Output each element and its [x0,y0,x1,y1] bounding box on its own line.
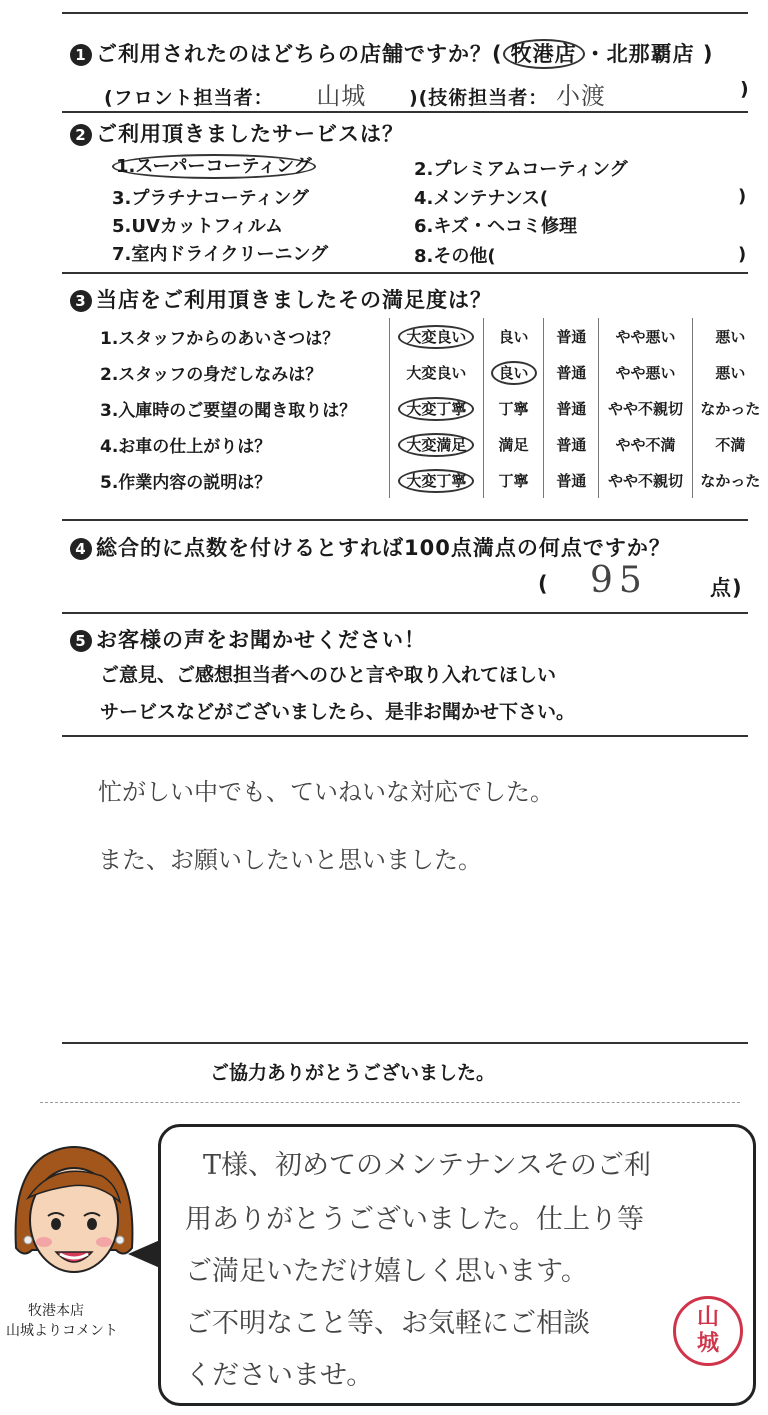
satisfaction-row [100,462,768,498]
q1-store-other: ・北那覇店 ) [584,42,714,66]
q2-text: ご利用頂きましたサービスは？ [96,122,404,146]
satisfaction-option [483,318,544,354]
q4-number: 4 [70,538,92,560]
bubble-tail [128,1240,160,1268]
satisfaction-row [100,426,768,462]
satisfaction-option [483,462,544,498]
service-6: 6.キズ・ヘコミ修理 [414,216,578,237]
option-label: 大変良い [406,363,467,382]
option-label: 丁寧 [498,399,529,418]
option-label: やや不親切 [608,471,684,490]
staff-avatar [4,1138,144,1288]
selected-option: 大変丁寧 [398,469,474,493]
rule-3 [62,272,748,274]
satisfaction-table [100,318,768,498]
option-label: やや不親切 [608,399,684,418]
service-2: 2.プレミアムコーティング [414,159,628,180]
service-1 [112,152,316,178]
q5-number: 5 [70,630,92,652]
option-label: やや悪い [615,363,676,382]
satisfaction-option [544,390,599,426]
store-label: 牧港本店 [28,1303,84,1319]
stamp-char-1: 山 [696,1305,719,1330]
comment-from-label: 山城よりコメント [6,1323,118,1339]
satisfaction-option [599,390,692,426]
satisfaction-option [389,318,483,354]
satisfaction-option [483,354,544,390]
satisfaction-option [389,390,483,426]
reply-line-3: ご満足いただけ嬉しく思います。 [185,1256,588,1287]
q2-question [70,118,404,148]
option-label: 普通 [556,327,587,346]
avatar-illustration [4,1138,144,1288]
reply-line-2: 用ありがとうございました。仕上り等 [185,1204,644,1235]
rule-2 [62,111,748,113]
q4-text: 総合的に点数を付けるとすれば100点満点の何点ですか？ [96,536,671,560]
name-stamp [673,1296,743,1366]
satisfaction-option [692,462,768,498]
rule-5 [62,612,748,614]
option-label: 悪い [715,363,746,382]
satisfaction-option [483,426,544,462]
q1-close: ) [740,78,750,100]
front-staff-label: (フロント担当者： [104,87,274,109]
answer-line-1: 忙がしい中でも、ていねいな対応でした。 [98,778,554,806]
q5-text: お客様の声をお聞かせください！ [96,628,426,652]
satisfaction-question: 1.スタッフからのあいさつは？ [100,328,340,349]
dashed-divider [40,1102,740,1103]
service-4-close: ) [738,186,747,207]
satisfaction-option [599,354,692,390]
satisfaction-option [544,462,599,498]
q1-text: ご利用されたのはどちらの店舗ですか？( [96,42,503,66]
service-4: 4.メンテナンス( [414,188,549,209]
q1-number: 1 [70,44,92,66]
satisfaction-question: 2.スタッフの身だしなみは？ [100,364,323,385]
rule-4 [62,519,748,521]
q1-store-selected: 牧港店 [503,39,585,69]
service-8: 8.その他( [414,246,496,267]
service-5: 5.UVカットフィルム [112,216,284,237]
stamp-char-2: 城 [696,1331,719,1356]
service-3: 3.プラチナコーティング [112,188,309,209]
option-label: やや悪い [615,327,676,346]
satisfaction-option [692,426,768,462]
reply-line-1: T様、初めてのメンテナンスそのご利 [203,1150,651,1181]
satisfaction-option [389,426,483,462]
option-label: やや不満 [615,435,676,454]
q3-text: 当店をご利用頂きましたその満足度は？ [96,288,492,312]
reply-bubble [158,1124,756,1406]
tech-staff-label: )(技術担当者： [408,87,549,109]
q4-question [70,532,671,562]
rule-6 [62,735,748,737]
reply-line-4: ご不明なこと等、お気軽にご相談 [185,1308,590,1339]
option-label: 普通 [556,471,587,490]
thanks-text: ご協力ありがとうございました。 [210,1062,496,1084]
service-8-close: ) [738,244,747,265]
satisfaction-row [100,354,768,390]
option-label: 不満 [715,435,746,454]
satisfaction-option [599,318,692,354]
satisfaction-question: 4.お車の仕上がりは？ [100,436,272,457]
option-label: 悪い [715,327,746,346]
score-value: 95 [590,560,648,601]
satisfaction-option [599,426,692,462]
service-1-label: 1.スーパーコーティング [112,154,316,179]
option-label: なかった [700,471,761,490]
option-label: 普通 [556,435,587,454]
q1-staff-line [104,76,636,111]
satisfaction-question: 5.作業内容の説明は？ [100,472,272,493]
q5-line3: サービスなどがございましたら、是非お聞かせ下さい。 [100,701,576,723]
q3-number: 3 [70,290,92,312]
answer-line-2: また、お願いしたいと思いました。 [98,846,482,874]
reply-line-5: くださいませ。 [185,1360,374,1391]
option-label: 普通 [556,363,587,382]
q5-question [70,624,426,654]
q5-line2: ご意見、ご感想担当者へのひと言や取り入れてほしい [100,664,557,686]
satisfaction-option [544,318,599,354]
q1-question [70,38,714,68]
option-label: 丁寧 [498,471,529,490]
q3-question [70,284,492,314]
option-label: 良い [498,327,529,346]
satisfaction-option [544,354,599,390]
q2-number: 2 [70,124,92,146]
satisfaction-option [389,462,483,498]
top-rule [62,12,748,14]
satisfaction-option [389,354,483,390]
score-open: ( [538,572,549,596]
option-label: 普通 [556,399,587,418]
satisfaction-option [483,390,544,426]
service-7: 7.室内ドライクリーニング [112,244,329,265]
satisfaction-option [692,354,768,390]
satisfaction-option [544,426,599,462]
satisfaction-row [100,318,768,354]
option-label: なかった [700,399,761,418]
satisfaction-option [692,318,768,354]
tech-staff-value: 小渡 [555,82,606,110]
satisfaction-question: 3.入庫時のご要望の聞き取りは？ [100,400,357,421]
selected-option: 大変良い [398,325,474,349]
front-staff-value: 山城 [316,82,367,110]
selected-option: 大変満足 [398,433,474,457]
satisfaction-option [599,462,692,498]
score-unit: 点) [710,576,743,600]
selected-option: 大変丁寧 [398,397,474,421]
satisfaction-option [692,390,768,426]
option-label: 満足 [498,435,529,454]
selected-option: 良い [491,361,537,385]
rule-7 [62,1042,748,1044]
satisfaction-row [100,390,768,426]
